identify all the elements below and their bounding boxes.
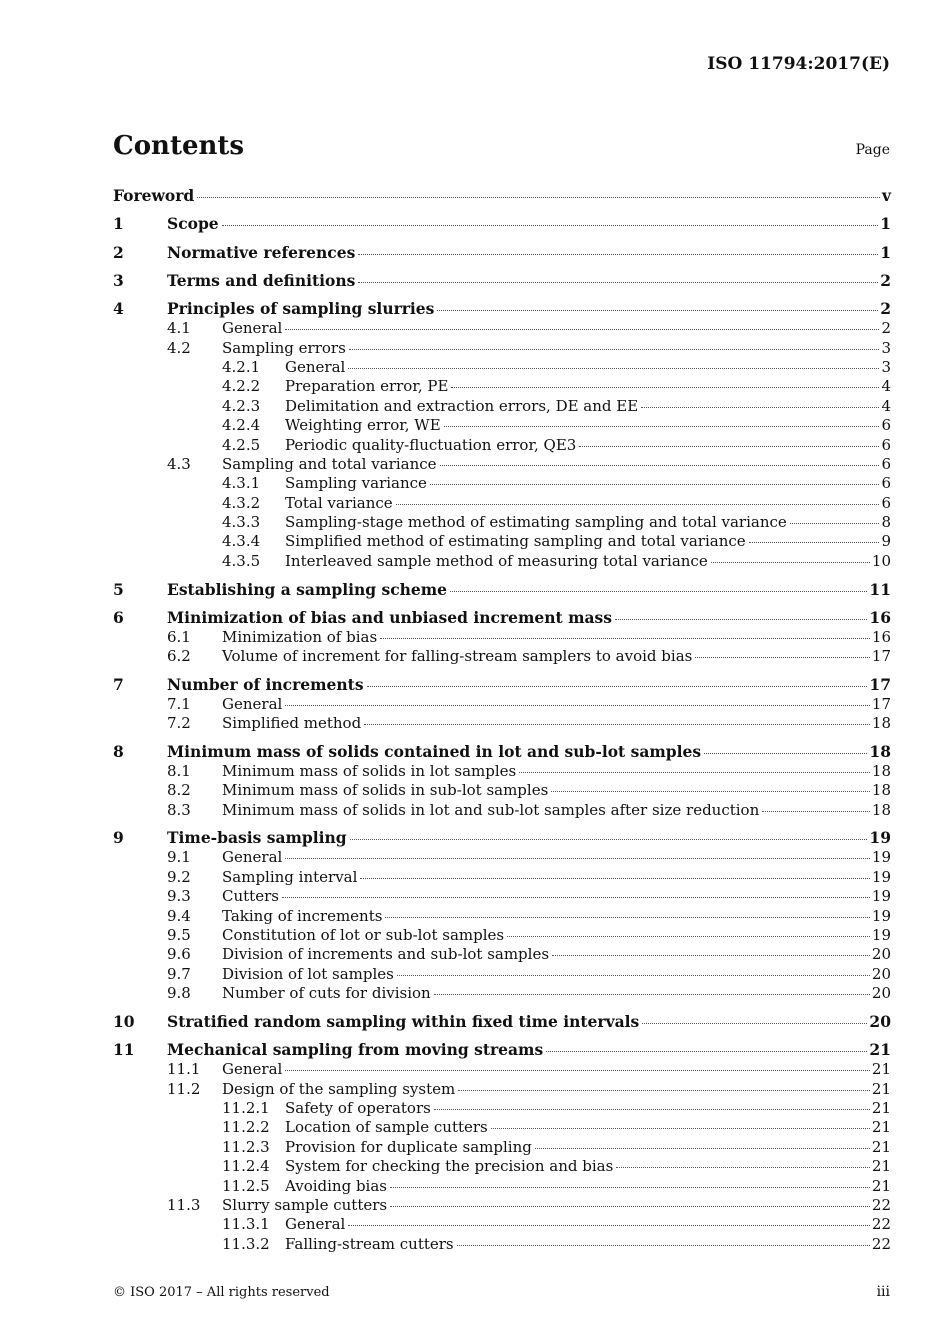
toc-entry-title: Avoiding bias <box>285 1176 387 1195</box>
toc-entry[interactable] <box>113 887 891 906</box>
dot-leader <box>491 1128 870 1129</box>
toc-entry-title: Minimum mass of solids in sub-lot samples <box>222 781 549 800</box>
toc-entry-number: 4.3.1 <box>222 474 261 493</box>
toc-entry[interactable] <box>113 848 891 867</box>
dot-leader <box>348 1225 870 1226</box>
toc-entry-number: 11.2.5 <box>222 1176 270 1195</box>
toc-entry[interactable] <box>113 474 891 493</box>
dot-leader <box>358 254 878 255</box>
toc-entry[interactable] <box>113 243 891 263</box>
toc-entry-number: 9.7 <box>167 964 191 983</box>
toc-entry-number: 4.2.3 <box>222 396 261 415</box>
toc-entry-number: 3 <box>113 270 124 290</box>
toc-entry[interactable] <box>113 1060 891 1079</box>
toc-entry[interactable] <box>113 377 891 396</box>
toc-entry-title: General <box>285 1215 346 1234</box>
dot-leader <box>711 562 870 563</box>
toc-entry-page: 19 <box>871 926 891 945</box>
toc-entry-number: 4.2.5 <box>222 435 261 454</box>
toc-entry-title: Establishing a sampling scheme <box>167 579 448 599</box>
toc-entry-page: 20 <box>871 984 891 1003</box>
toc-entry[interactable] <box>113 828 891 848</box>
toc-entry-number: 4.3.2 <box>222 493 261 512</box>
toc-entry-number: 8.1 <box>167 762 191 781</box>
toc-entry[interactable] <box>113 214 891 234</box>
toc-entry[interactable] <box>113 186 891 206</box>
toc-entry-title: Time-basis sampling <box>167 828 347 848</box>
dot-leader <box>285 705 870 706</box>
toc-entry[interactable] <box>113 695 891 714</box>
toc-entry[interactable] <box>113 1215 891 1234</box>
toc-entry-page: 21 <box>871 1098 891 1117</box>
dot-leader <box>285 1070 870 1071</box>
dot-leader <box>551 791 870 792</box>
toc-entry[interactable] <box>113 945 891 964</box>
toc-entry-page: 2 <box>880 270 891 290</box>
dot-leader <box>762 811 870 812</box>
toc-entry-page: 20 <box>871 964 891 983</box>
dot-leader <box>451 387 879 388</box>
toc-entry-page: 20 <box>871 945 891 964</box>
toc-entry-title: General <box>222 694 283 713</box>
toc-entry-number: 4.3.5 <box>222 551 261 570</box>
toc-entry-page: 3 <box>881 338 891 357</box>
dot-leader <box>695 657 870 658</box>
toc-entry-title: Falling-stream cutters <box>285 1234 454 1253</box>
toc-entry-page: v <box>881 186 891 205</box>
toc-entry-number: 9.6 <box>167 945 191 964</box>
toc-entry-title: Scope <box>167 214 219 234</box>
toc-entry[interactable] <box>113 358 891 377</box>
toc-entry-title: Volume of increment for falling-stream samplers to avoid bias <box>222 647 693 666</box>
toc-entry[interactable] <box>113 339 891 358</box>
toc-entry[interactable] <box>113 762 891 781</box>
toc-entry-number: 11.2.1 <box>222 1098 270 1117</box>
dot-leader <box>385 917 869 918</box>
toc-entry[interactable] <box>113 868 891 887</box>
toc-entry-title: Design of the sampling system <box>222 1079 456 1098</box>
dot-leader <box>350 839 868 840</box>
dot-leader <box>348 368 879 369</box>
dot-leader <box>535 1148 870 1149</box>
toc-entry-page: 20 <box>869 1011 891 1031</box>
dot-leader <box>390 1187 870 1188</box>
toc-entry-number: 9.3 <box>167 887 191 906</box>
toc-entry-title: Delimitation and extraction errors, DE and EE <box>285 396 639 415</box>
toc-entry[interactable] <box>113 494 891 513</box>
toc-entry-title: Minimum mass of solids in lot and sub-lot samples after size reduction <box>222 800 760 819</box>
dot-leader <box>434 1109 870 1110</box>
dot-leader <box>437 310 878 311</box>
toc-entry-number: 7.2 <box>167 714 191 733</box>
toc-entry-page: 10 <box>871 551 891 570</box>
toc-entry[interactable] <box>113 1157 891 1176</box>
dot-leader <box>430 484 880 485</box>
toc-entry-number: 11.3.2 <box>222 1234 270 1253</box>
toc-entry-title: Number of cuts for division <box>222 984 431 1003</box>
footer-page-number: iii <box>876 1284 890 1300</box>
dot-leader <box>396 504 880 505</box>
toc-entry-page: 16 <box>871 627 891 646</box>
dot-leader <box>458 1090 870 1091</box>
toc-entry-number: 6 <box>113 607 124 627</box>
toc-entry-number: 9.1 <box>167 848 191 867</box>
toc-entry-title: General <box>222 848 283 867</box>
toc-entry-number: 11.1 <box>167 1060 201 1079</box>
toc-entry-page: 21 <box>871 1079 891 1098</box>
page-title: Contents <box>113 131 245 161</box>
dot-leader <box>790 523 880 524</box>
toc-entry[interactable] <box>113 647 891 666</box>
toc-entry-page: 18 <box>871 714 891 733</box>
toc-entry[interactable] <box>113 397 891 416</box>
toc-entry-number: 4.3.4 <box>222 532 261 551</box>
toc-entry-page: 21 <box>871 1118 891 1137</box>
toc-entry-page: 9 <box>881 532 891 551</box>
toc-entry-page: 21 <box>869 1040 891 1060</box>
toc-entry-title: Division of increments and sub-lot samples <box>222 945 550 964</box>
toc-entry-number: 9.4 <box>167 906 191 925</box>
dot-leader <box>364 724 870 725</box>
toc-entry-page: 16 <box>869 607 891 627</box>
toc-entry-page: 19 <box>871 867 891 886</box>
toc-entry-page: 1 <box>880 242 891 262</box>
toc-entry-number: 4.3 <box>167 454 191 473</box>
dot-leader <box>615 619 867 620</box>
toc-entry[interactable] <box>113 965 891 984</box>
toc-entry-page: 17 <box>869 674 891 694</box>
toc-entry-title: Location of sample cutters <box>285 1118 488 1137</box>
dot-leader <box>397 975 870 976</box>
toc-entry-title: Interleaved sample method of measuring total variance <box>285 551 708 570</box>
toc-entry-page: 17 <box>871 647 891 666</box>
toc-entry[interactable] <box>113 801 891 820</box>
dot-leader <box>546 1051 867 1052</box>
dot-leader <box>358 282 878 283</box>
toc-entry-page: 4 <box>881 396 891 415</box>
toc-entry[interactable] <box>113 299 891 319</box>
toc-entry-title: Periodic quality-fluctuation error, QE3 <box>285 435 577 454</box>
toc-entry-page: 1 <box>880 214 891 234</box>
toc-entry-title: Provision for duplicate sampling <box>285 1137 532 1156</box>
toc-entry-number: 9.5 <box>167 926 191 945</box>
toc-entry-title: Constitution of lot or sub-lot samples <box>222 926 505 945</box>
toc-entry-title: Minimum mass of solids contained in lot and sub-lot samples <box>167 742 702 762</box>
toc-entry-page: 21 <box>871 1157 891 1176</box>
toc-entry-page: 19 <box>871 848 891 867</box>
dot-leader <box>349 349 880 350</box>
toc-entry-number: 11.3 <box>167 1195 201 1214</box>
dot-leader <box>367 686 868 687</box>
toc-entry[interactable] <box>113 436 891 455</box>
toc-entry[interactable] <box>113 907 891 926</box>
dot-leader <box>434 994 870 995</box>
toc-entry-number: 1 <box>113 214 124 234</box>
toc-entry-page: 18 <box>871 781 891 800</box>
toc-entry-page: 22 <box>871 1195 891 1214</box>
toc-entry[interactable] <box>113 1099 891 1118</box>
toc-entry-page: 18 <box>871 762 891 781</box>
toc-entry[interactable] <box>113 271 891 291</box>
dot-leader <box>285 858 870 859</box>
toc-entry-number: 9.2 <box>167 867 191 886</box>
toc-entry-page: 19 <box>871 906 891 925</box>
toc-entry-number: 11.2 <box>167 1079 201 1098</box>
toc-entry[interactable] <box>113 513 891 532</box>
toc-entry-title: Taking of increments <box>222 906 383 925</box>
toc-entry-page: 6 <box>881 454 891 473</box>
toc-entry-page: 2 <box>881 319 891 338</box>
toc-entry-page: 6 <box>881 493 891 512</box>
toc-entry-title: Simplified method <box>222 714 362 733</box>
toc-entry-title: Cutters <box>222 887 279 906</box>
toc-entry-title: Preparation error, PE <box>285 377 449 396</box>
dot-leader <box>360 878 869 879</box>
dot-leader <box>282 897 870 898</box>
dot-leader <box>197 197 880 198</box>
toc-entry-number: 11.3.1 <box>222 1215 270 1234</box>
toc-entry-title: Weighting error, WE <box>285 416 441 435</box>
dot-leader <box>579 446 879 447</box>
toc-entry-number: 8.2 <box>167 781 191 800</box>
dot-leader <box>519 772 870 773</box>
dot-leader <box>642 1023 867 1024</box>
dot-leader <box>704 753 867 754</box>
toc-entry[interactable] <box>113 532 891 551</box>
toc-entry-number: 6.1 <box>167 627 191 646</box>
toc-entry-number: 7.1 <box>167 694 191 713</box>
table-of-contents <box>113 186 891 1254</box>
toc-entry-title: Sampling variance <box>285 474 427 493</box>
toc-entry[interactable] <box>113 675 891 695</box>
toc-entry[interactable] <box>113 742 891 762</box>
toc-entry-number: 8 <box>113 742 124 762</box>
toc-entry-page: 4 <box>881 377 891 396</box>
toc-entry[interactable] <box>113 1196 891 1215</box>
toc-entry[interactable] <box>113 455 891 474</box>
page-column-label: Page <box>855 142 890 158</box>
toc-entry-page: 19 <box>871 887 891 906</box>
footer-copyright: © ISO 2017 – All rights reserved <box>113 1285 330 1300</box>
toc-entry-number: 2 <box>113 242 124 262</box>
toc-entry-title: Principles of sampling slurries <box>167 299 435 319</box>
toc-entry-title: Foreword <box>113 186 195 205</box>
toc-entry-page: 6 <box>881 416 891 435</box>
dot-leader <box>380 638 870 639</box>
toc-entry-title: Minimization of bias <box>222 627 378 646</box>
toc-entry-number: 8.3 <box>167 800 191 819</box>
toc-entry[interactable] <box>113 714 891 733</box>
dot-leader <box>507 936 870 937</box>
toc-entry-number: 4.2.2 <box>222 377 261 396</box>
dot-leader <box>749 542 880 543</box>
toc-entry-number: 4.3.3 <box>222 513 261 532</box>
dot-leader <box>440 465 880 466</box>
toc-entry-page: 6 <box>881 435 891 454</box>
toc-entry-page: 11 <box>869 579 891 599</box>
toc-entry-title: Slurry sample cutters <box>222 1195 388 1214</box>
toc-entry-page: 6 <box>881 474 891 493</box>
toc-entry-title: General <box>222 1060 283 1079</box>
toc-entry[interactable] <box>113 552 891 571</box>
toc-entry-title: Sampling errors <box>222 338 346 357</box>
dot-leader <box>450 591 867 592</box>
toc-entry[interactable] <box>113 1235 891 1254</box>
toc-entry-title: Sampling interval <box>222 867 358 886</box>
dot-leader <box>641 407 879 408</box>
toc-entry-number: 10 <box>113 1011 135 1031</box>
toc-entry-page: 17 <box>871 694 891 713</box>
toc-entry-title: System for checking the precision and bias <box>285 1157 614 1176</box>
toc-entry-title: Number of increments <box>167 674 364 694</box>
dot-leader <box>285 329 879 330</box>
document-standard-number: ISO 11794:2017(E) <box>707 54 890 74</box>
toc-entry-number: 4.1 <box>167 319 191 338</box>
toc-entry-page: 8 <box>881 513 891 532</box>
toc-entry-title: Stratified random sampling within fixed time intervals <box>167 1011 640 1031</box>
toc-entry-title: Terms and definitions <box>167 270 356 290</box>
toc-entry-number: 11 <box>113 1040 135 1060</box>
dot-leader <box>552 955 870 956</box>
toc-entry[interactable] <box>113 984 891 1003</box>
toc-entry[interactable] <box>113 1118 891 1137</box>
toc-entry[interactable] <box>113 628 891 647</box>
toc-entry-number: 11.2.2 <box>222 1118 270 1137</box>
dot-leader <box>444 426 880 427</box>
toc-entry-number: 9 <box>113 828 124 848</box>
toc-entry-title: Division of lot samples <box>222 964 394 983</box>
toc-entry-number: 4 <box>113 299 124 319</box>
dot-leader <box>457 1245 870 1246</box>
toc-entry[interactable] <box>113 1177 891 1196</box>
toc-entry[interactable] <box>113 926 891 945</box>
toc-entry[interactable] <box>113 608 891 628</box>
toc-entry-page: 18 <box>871 800 891 819</box>
toc-entry[interactable] <box>113 781 891 800</box>
toc-entry-number: 11.2.4 <box>222 1157 270 1176</box>
dot-leader <box>616 1167 870 1168</box>
toc-entry[interactable] <box>113 1138 891 1157</box>
toc-entry[interactable] <box>113 319 891 338</box>
toc-entry-title: General <box>222 319 283 338</box>
toc-entry-page: 21 <box>871 1176 891 1195</box>
toc-entry-number: 5 <box>113 579 124 599</box>
toc-entry-title: Sampling-stage method of estimating sampling and total variance <box>285 513 787 532</box>
toc-entry-page: 18 <box>869 742 891 762</box>
toc-entry-title: Safety of operators <box>285 1098 431 1117</box>
toc-entry-page: 22 <box>871 1234 891 1253</box>
dot-leader <box>390 1206 870 1207</box>
toc-entry-title: Normative references <box>167 242 356 262</box>
toc-entry[interactable] <box>113 416 891 435</box>
toc-entry-title: General <box>285 357 346 376</box>
toc-entry-page: 3 <box>881 357 891 376</box>
toc-entry-title: Simplified method of estimating sampling and total variance <box>285 532 746 551</box>
toc-entry-title: Minimization of bias and unbiased increment mass <box>167 607 612 627</box>
toc-entry-page: 2 <box>880 299 891 319</box>
toc-entry-title: Mechanical sampling from moving streams <box>167 1040 544 1060</box>
toc-entry-title: Minimum mass of solids in lot samples <box>222 762 517 781</box>
toc-entry-title: Sampling and total variance <box>222 454 437 473</box>
toc-entry-title: Total variance <box>285 493 393 512</box>
toc-entry[interactable] <box>113 1012 891 1032</box>
dot-leader <box>222 225 879 226</box>
toc-entry[interactable] <box>113 580 891 600</box>
toc-entry-number: 9.8 <box>167 984 191 1003</box>
toc-entry-number: 6.2 <box>167 647 191 666</box>
toc-entry[interactable] <box>113 1040 891 1060</box>
toc-entry-page: 21 <box>871 1137 891 1156</box>
toc-entry-number: 4.2.1 <box>222 357 261 376</box>
toc-entry-number: 7 <box>113 674 124 694</box>
toc-entry-page: 22 <box>871 1215 891 1234</box>
toc-entry-number: 11.2.3 <box>222 1137 270 1156</box>
toc-entry-number: 4.2.4 <box>222 416 261 435</box>
toc-entry-page: 21 <box>871 1060 891 1079</box>
toc-entry-page: 19 <box>869 828 891 848</box>
toc-entry[interactable] <box>113 1080 891 1099</box>
toc-entry-number: 4.2 <box>167 338 191 357</box>
